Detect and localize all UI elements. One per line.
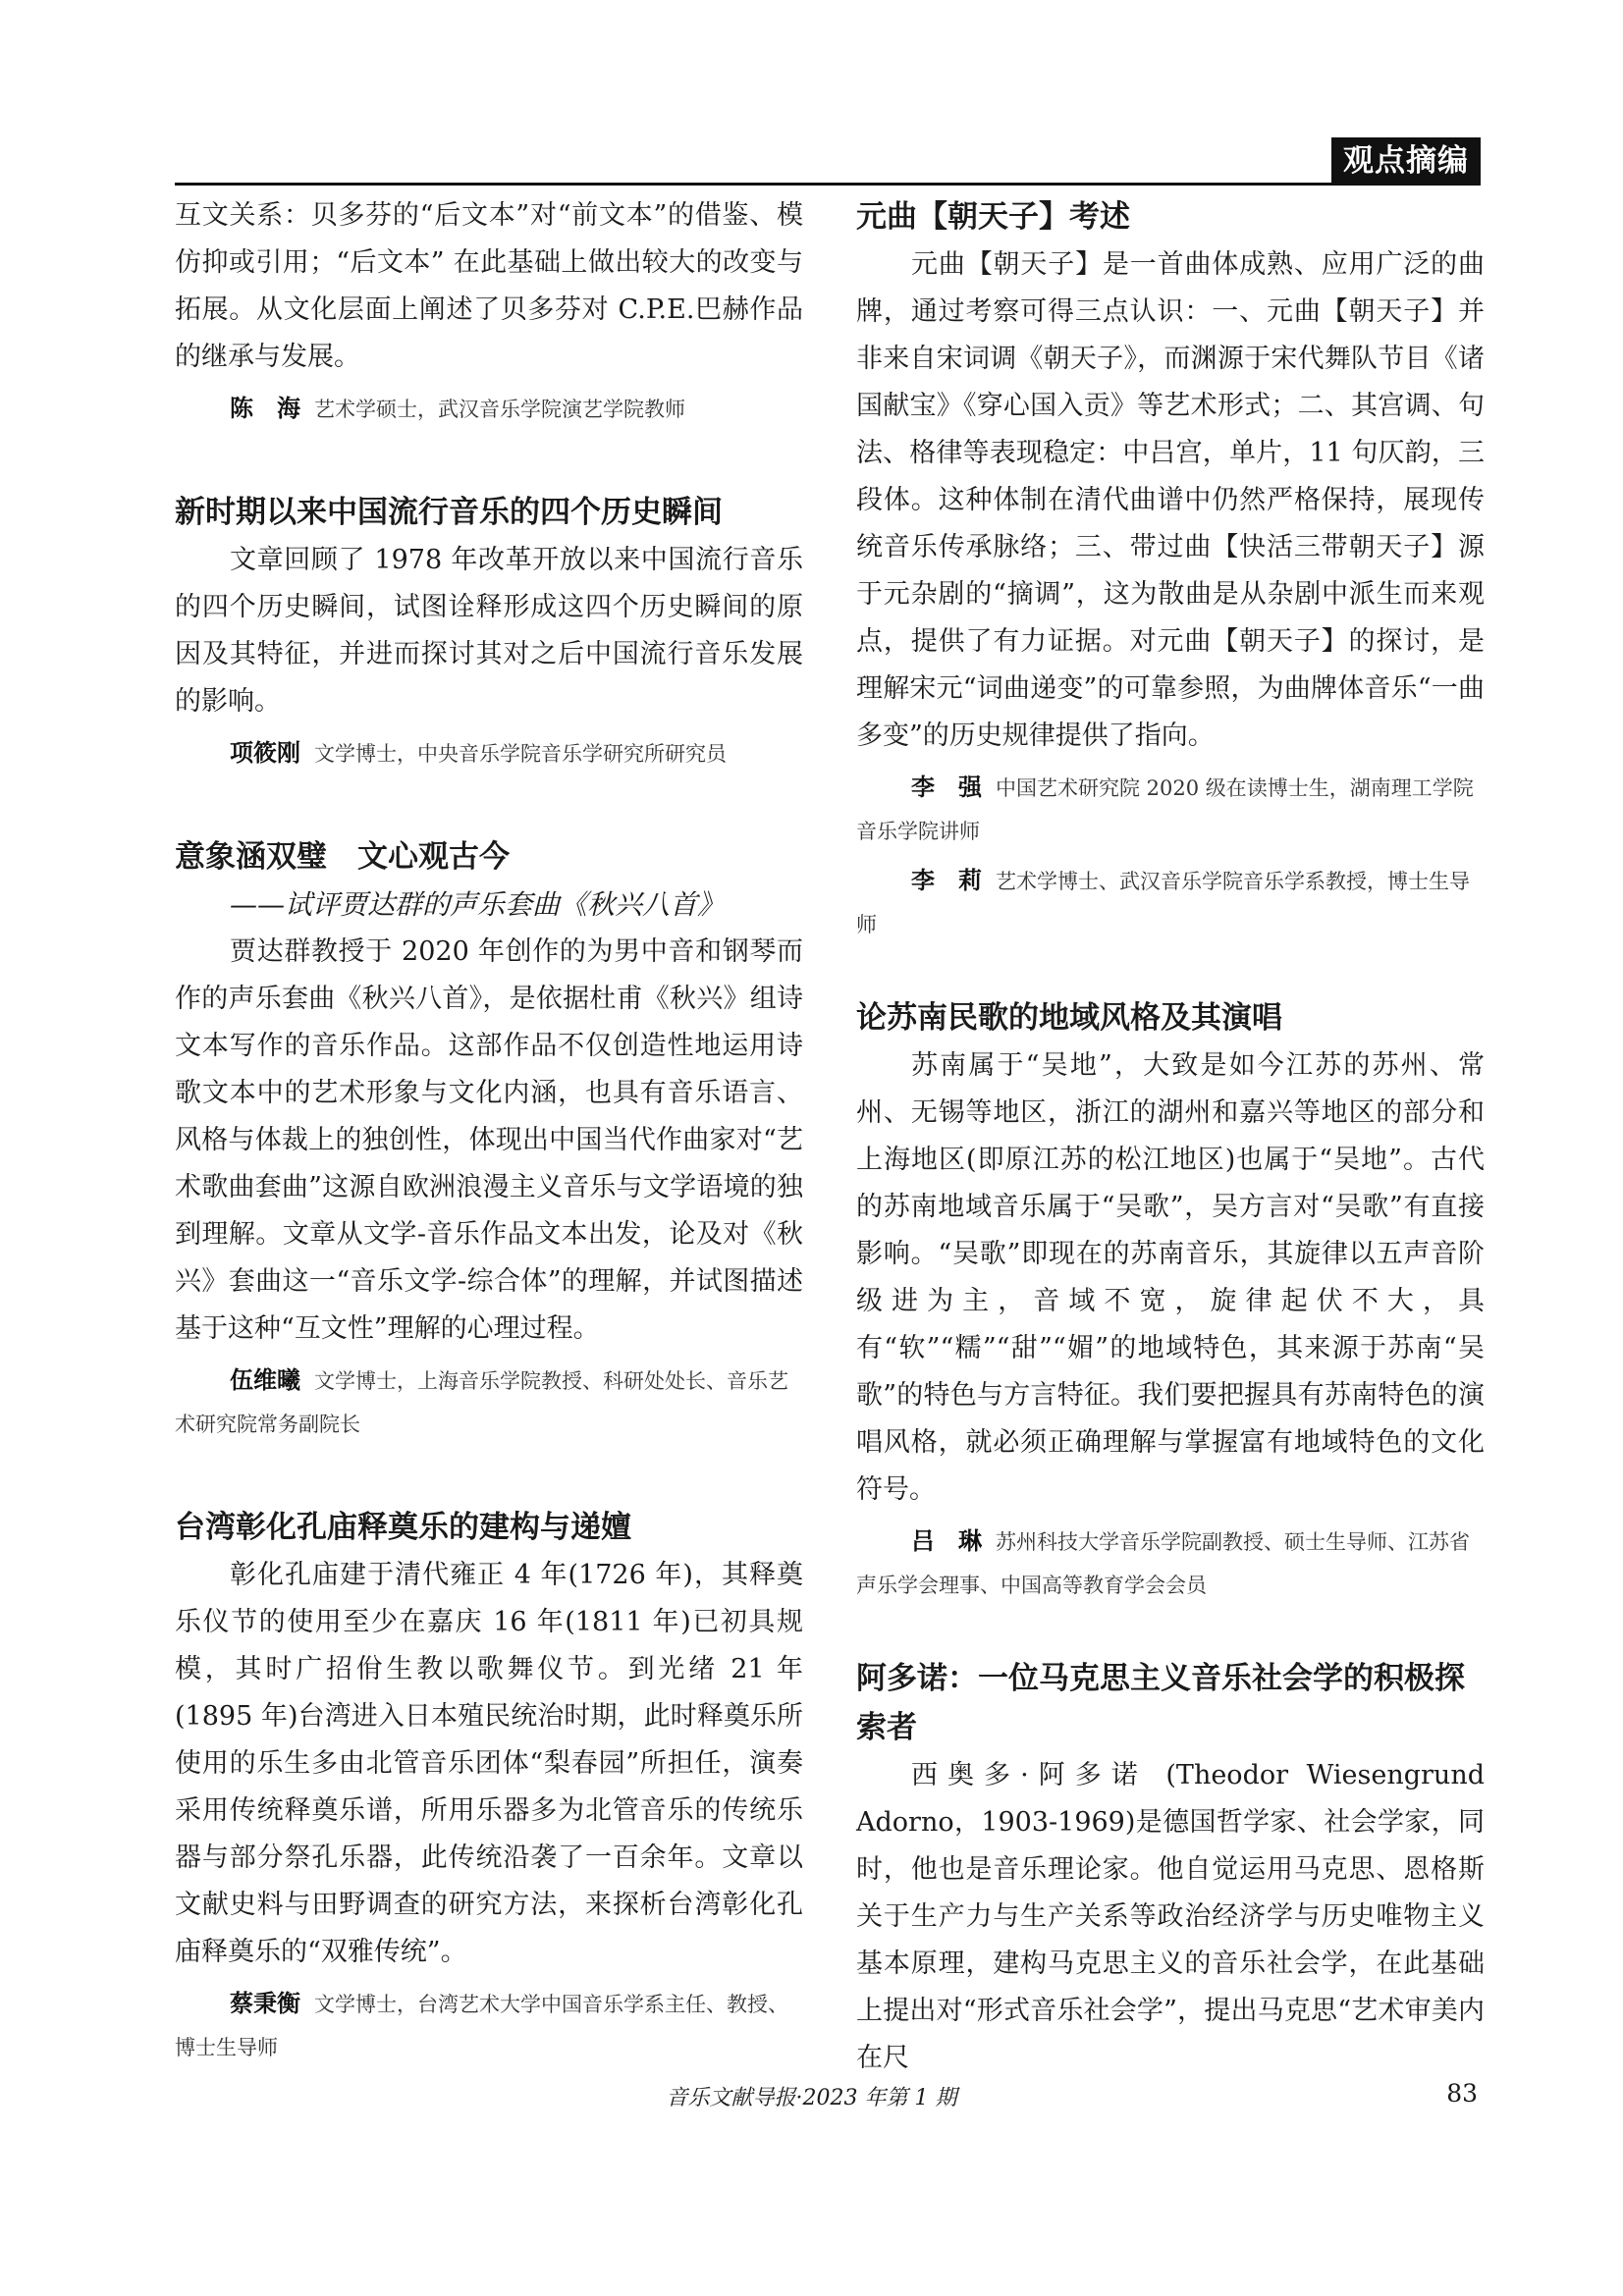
author-line bbox=[175, 731, 803, 775]
right-column bbox=[856, 192, 1485, 2082]
author-line bbox=[175, 387, 803, 431]
article-body: 文章回顾了 1978 年改革开放以来中国流行音乐的四个历史瞬间，试图诠释形成这四个历史瞬间的原因及其特征，并进而探讨其对之后中国流行音乐发展的影响。 bbox=[175, 545, 803, 717]
section-tag: 观点摘编 bbox=[1331, 137, 1481, 185]
page-number: 83 bbox=[1446, 2079, 1478, 2108]
article-title: 意象涵双璧 文心观古今 bbox=[175, 839, 510, 875]
article-body: 彰化孔庙建于清代雍正 4 年(1726 年)，其释奠乐仪节的使用至少在嘉庆 16 年(1811 年)已初具规模，其时广招佾生教以歌舞仪节。到光绪 21 年(1895 年)台湾进入日本殖民统治时期，此时释奠乐所使用的乐生多由北管音乐团体“梨春园”所担任，演奏采用传统释奠乐谱，所用乐器多为北管音乐的传统乐器与部分祭孔乐器，此传统沿袭了一百余年。文章以文献史料与田野调查的研究方法，来探析台湾彰化孔庙释奠乐的“双雅传统”。 bbox=[175, 1560, 803, 1967]
article-title: 阿多诺：一位马克思主义音乐社会学的积极探索者 bbox=[856, 1661, 1465, 1745]
author-name: 蔡秉衡 bbox=[230, 1990, 300, 2017]
author-info: 艺术学博士、武汉音乐学院音乐学系教授，博士生导师 bbox=[856, 870, 1470, 936]
author-line bbox=[856, 859, 1485, 946]
author-info: 艺术学硕士，武汉音乐学院演艺学院教师 bbox=[314, 398, 685, 421]
author-info: 苏州科技大学音乐学院副教授、硕士生导师、江苏省声乐学会理事、中国高等教育学会会员 bbox=[856, 1530, 1470, 1597]
article-body: 元曲【朝天子】是一首曲体成熟、应用广泛的曲牌，通过考察可得三点认识：一、元曲【朝天子】并非来自宋词调《朝天子》，而渊源于宋代舞队节目《诸国献宝》《穿心国入贡》等艺术形式；二、其宫调、句法、格律等表现稳定：中吕宫，单片，11 句仄韵，三段体。这种体制在清代曲谱中仍然严格保持，展现传统音乐传承脉络；三、带过曲【快活三带朝天子】源于元杂剧的“摘调”，这为散曲是从杂剧中派生而来观点，提供了有力证据。对元曲【朝天子】的探讨，是理解宋元“词曲递变”的可靠参照，为曲牌体音乐“一曲多变”的历史规律提供了指向。 bbox=[856, 249, 1485, 751]
author-line bbox=[175, 1982, 803, 2069]
author-name: 吕 琳 bbox=[911, 1527, 982, 1555]
article-title: 元曲【朝天子】考述 bbox=[856, 199, 1130, 235]
left-column bbox=[175, 192, 803, 2069]
author-info: 中国艺术研究院 2020 级在读博士生，湖南理工学院音乐学院讲师 bbox=[856, 776, 1474, 843]
author-info: 文学博士，中央音乐学院音乐学研究所研究员 bbox=[314, 742, 727, 766]
author-name: 伍维曦 bbox=[230, 1366, 300, 1394]
article-body: 西奥多·阿多诺 (Theodor Wiesengrund Adorno，1903-1969)是德国哲学家、社会学家，同时，他也是音乐理论家。他自觉运用马克思、恩格斯关于生产力与生产关系等政治经济学与历史唯物主义基本原理，建构马克思主义的音乐社会学，在此基础上提出对“形式音乐社会学”，提出马克思“艺术审美内在尺 bbox=[856, 1760, 1485, 2073]
author-name: 李 莉 bbox=[911, 867, 982, 894]
author-line bbox=[856, 766, 1485, 853]
article-title: 新时期以来中国流行音乐的四个历史瞬间 bbox=[175, 495, 723, 530]
article-body: 贾达群教授于 2020 年创作的为男中音和钢琴而作的声乐套曲《秋兴八首》，是依据杜甫《秋兴》组诗文本写作的音乐作品。这部作品不仅创造性地运用诗歌文本中的艺术形象与文化内涵，也具有音乐语言、风格与体裁上的独创性，体现出中国当代作曲家对“艺术歌曲套曲”这源自欧洲浪漫主义音乐与文学语境的独到理解。文章从文学-音乐作品文本出发，论及对《秋兴》套曲这一“音乐文学-综合体”的理解，并试图描述基于这种“互文性”理解的心理过程。 bbox=[175, 936, 803, 1344]
article-title: 台湾彰化孔庙释奠乐的建构与递嬗 bbox=[175, 1510, 631, 1545]
author-name: 李 强 bbox=[911, 774, 982, 801]
article-body: 苏南属于“吴地”，大致是如今江苏的苏州、常州、无锡等地区，浙江的湖州和嘉兴等地区的部分和上海地区(即原江苏的松江地区)也属于“吴地”。古代的苏南地域音乐属于“吴歌”，吴方言对“吴歌”有直接影响。“吴歌”即现在的苏南音乐，其旋律以五声音阶级进为主，音域不宽，旋律起伏不大，具有“软”“糯”“甜”“媚”的地域特色，其来源于苏南“吴歌”的特色与方言特征。我们要把握具有苏南特色的演唱风格，就必须正确理解与掌握富有地域特色的文化符号。 bbox=[856, 1050, 1485, 1505]
author-name: 陈 海 bbox=[230, 395, 300, 422]
article-subtitle: ——试评贾达群的声乐套曲《秋兴八首》 bbox=[230, 888, 726, 921]
footer-journal-title: 音乐文献导报·2023 年第 1 期 bbox=[666, 2086, 957, 2110]
author-line bbox=[856, 1520, 1485, 1607]
author-line bbox=[175, 1359, 803, 1446]
article-title: 论苏南民歌的地域风格及其演唱 bbox=[856, 1000, 1282, 1036]
author-name: 项筱刚 bbox=[230, 739, 300, 767]
author-info: 文学博士，台湾艺术大学中国音乐学系主任、教授、博士生导师 bbox=[175, 1993, 788, 2059]
continued-text: 互文关系：贝多芬的“后文本”对“前文本”的借鉴、模仿抑或引用；“后文本” 在此基础上做出较大的改变与拓展。从文化层面上阐述了贝多芬对 C.P.E.巴赫作品的继承与发展。 bbox=[175, 200, 803, 372]
author-info: 文学博士，上海音乐学院教授、科研处处长、音乐艺术研究院常务副院长 bbox=[175, 1369, 788, 1436]
header-rule bbox=[175, 183, 1481, 186]
